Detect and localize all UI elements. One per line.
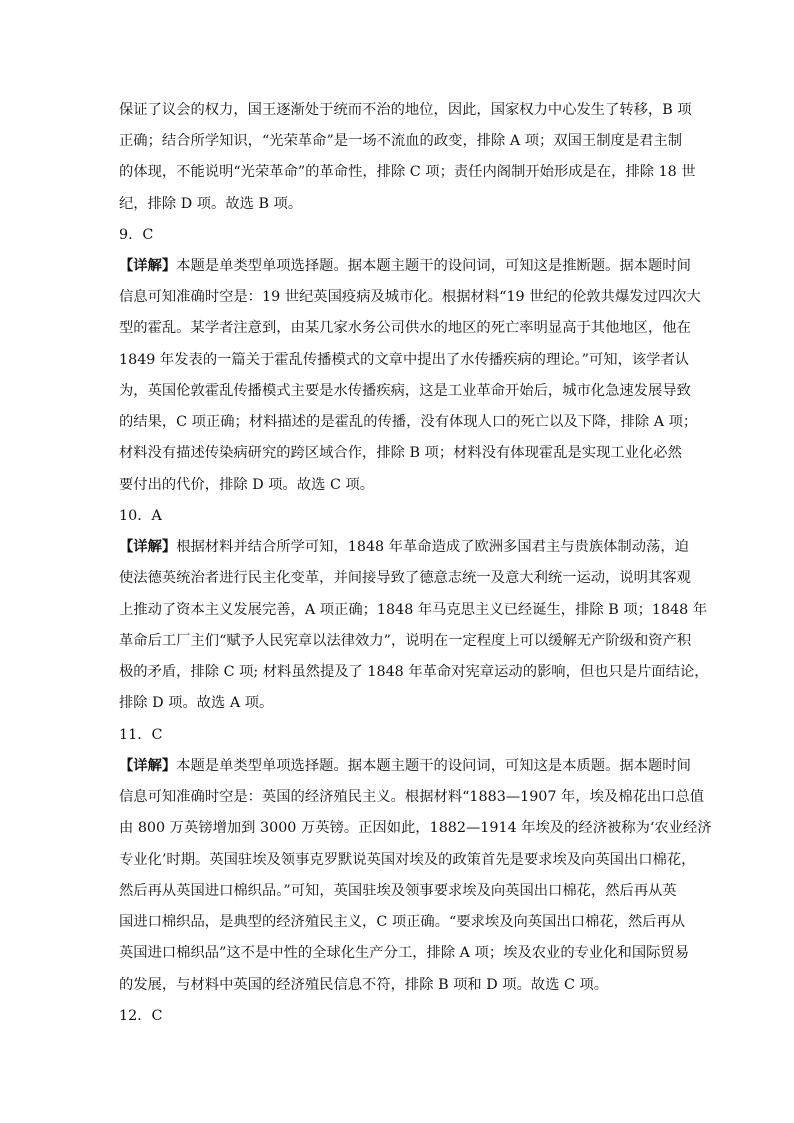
text-line: 的发展，与材料中英国的经济殖民信息不符，排除 B 项和 D 项。故选 C 项。 (119, 977, 609, 993)
explanation-tag: 【详解】 (119, 539, 177, 555)
text-line: 上推动了资本主义发展完善，A 项正确；1848 年马克思主义已经诞生，排除 B 项；1848 年 (119, 602, 708, 618)
text-line: 材料没有描述传染病研究的跨区域合作，排除 B 项；材料没有体现霍乱是实现工业化必然 (119, 445, 682, 461)
text-line: 极的矛盾，排除 C 项; 材料虽然提及了 1848 年革命对宪章运动的影响，但也只是片面结论， (119, 664, 709, 680)
text-line: 的体现，不能说明“光荣革命”的革命性，排除 C 项；责任内阁制开始形成是在，排除 18 世 (119, 164, 696, 180)
text-line: 的结果，C 项正确；材料描述的是霍乱的传播，没有体现人口的死亡以及下降，排除 A 项； (119, 414, 698, 430)
explanation-tag: 【详解】 (119, 258, 177, 274)
question-9-number: 9．C (119, 227, 154, 243)
text-line: 信息可知准确时空是：19 世纪英国疫病及城市化。根据材料“19 世纪的伦敦共爆发过四次大 (119, 289, 701, 305)
text-line: 专业化’时期。英国驻埃及领事克罗默说英国对埃及的政策首先是要求埃及向英国出口棉花， (119, 852, 696, 868)
text-line: 然后再从英国进口棉织品。”可知，英国驻埃及领事要求埃及向英国出口棉花，然后再从英 (119, 883, 677, 899)
text-line: 要付出的代价，排除 D 项。故选 C 项。 (119, 477, 375, 493)
text-line: 1849 年发表的一篇关于霍乱传播模式的文章中提出了水传播疾病的理论。”可知，该学者认 (119, 352, 690, 368)
text-line: 保证了议会的权力，国王逐渐处于统而不治的地位，因此，国家权力中心发生了转移，B 项 (119, 102, 692, 118)
question-10-number: 10．A (119, 508, 162, 524)
text-line: 为，英国伦敦霍乱传播模式主要是水传播疾病，这是工业革命开始后，城市化急速发展导致 (119, 383, 691, 399)
text-line: 排除 D 项。故选 A 项。 (119, 695, 274, 711)
text-line: 本题是单类型单项选择题。据本题主题干的设问词，可知这是推断题。据本题时间 (176, 258, 691, 274)
text-line: 本题是单类型单项选择题。据本题主题干的设问词，可知这是本质题。据本题时间 (176, 758, 691, 774)
text-line: 国进口棉织品，是典型的经济殖民主义，C 项正确。“要求埃及向英国出口棉花，然后再从 (119, 914, 686, 930)
question-10-line (119, 537, 694, 557)
text-line: 革命后工厂主们“赋予人民宪章以法律效力”，说明在一定程度上可以缓解无产阶级和资产积 (119, 633, 692, 649)
question-9-line (119, 256, 694, 276)
text-line: 正确；结合所学知识，“光荣革命”是一场不流血的政变，排除 A 项；双国王制度是君主制 (119, 133, 683, 149)
question-11-line (119, 756, 694, 776)
question-11-number: 11．C (119, 727, 163, 743)
text-line: 信息可知准确时空是：英国的经济殖民主义。根据材料“1883—1907 年，埃及棉花出口总值 (119, 789, 705, 805)
text-line: 由 800 万英镑增加到 3000 万英镑。正因如此，1882—1914 年埃及的经济被称为‘农业经济 (119, 820, 712, 836)
question-12-number: 12．C (119, 1008, 163, 1024)
text-line: 英国进口棉织品”这不是中性的全球化生产分工，排除 A 项；埃及农业的专业化和国际贸易 (119, 945, 690, 961)
text-line: 根据材料并结合所学可知，1848 年革命造成了欧洲多国君主与贵族体制动荡，迫 (176, 539, 689, 555)
text-line: 使法德英统治者进行民主化变革，并间接导致了德意志统一及意大利统一运动，说明其客观 (119, 570, 691, 586)
text-line: 纪，排除 D 项。故选 B 项。 (119, 196, 303, 212)
explanation-tag: 【详解】 (119, 758, 177, 774)
text-line: 型的霍乱。某学者注意到，由某几家水务公司供水的地区的死亡率明显高于其他地区，他在 (119, 320, 691, 336)
